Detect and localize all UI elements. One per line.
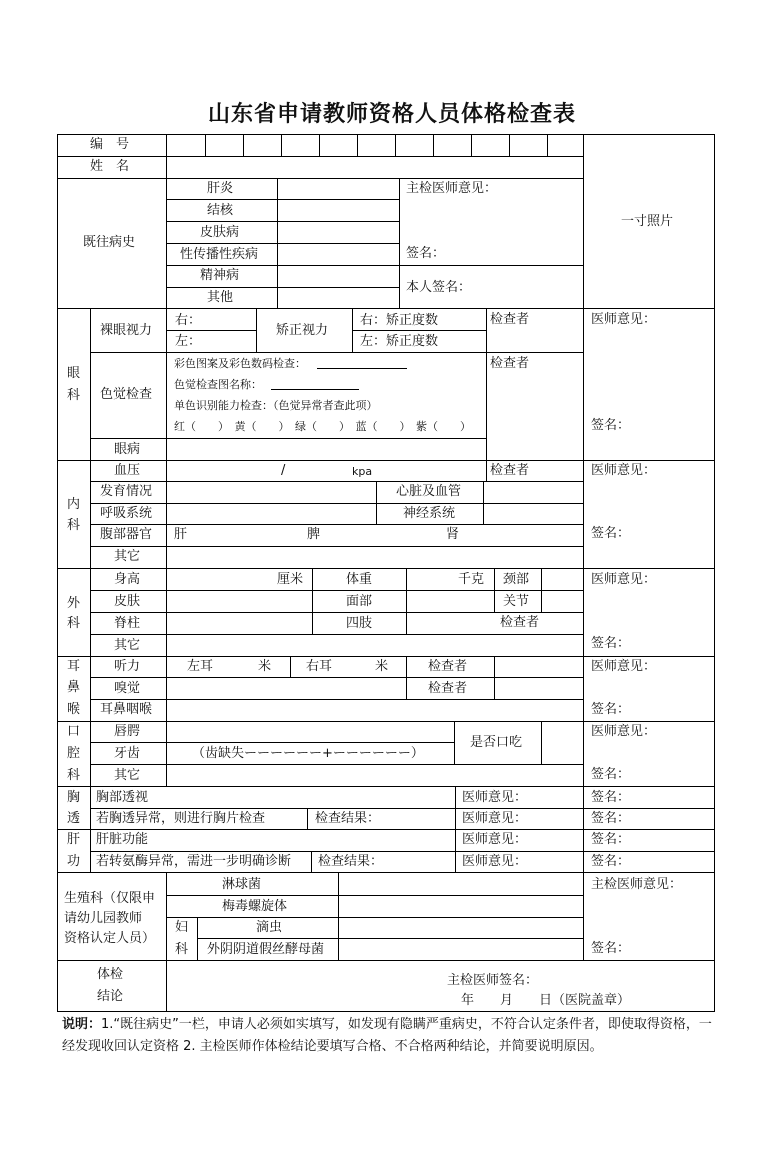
- height-label: 身高: [114, 572, 141, 587]
- internal-section-char: 科: [67, 518, 81, 533]
- teeth-note: （齿缺失ーーーーーー+ーーーーーー）: [192, 746, 424, 761]
- liverfn-doctor-opinion: 医师意见：: [462, 832, 528, 847]
- spleen-label: 脾: [307, 527, 321, 542]
- name-label: 姓 名: [90, 159, 130, 174]
- oral-other-label: 其它: [114, 768, 141, 783]
- limbs-label: 四肢: [346, 616, 373, 631]
- oral-doctor-opinion: 医师意见：: [591, 724, 657, 739]
- gyn-label-char: 妇: [175, 920, 189, 935]
- chest-section-char: 透: [67, 811, 81, 826]
- self-sign: 本人签名：: [406, 280, 472, 295]
- color-examiner-label: 检查者: [490, 356, 530, 371]
- history-item: 肝炎: [207, 181, 234, 196]
- chest-doctor-opinion: 医师意见：: [462, 790, 528, 805]
- repro-item: 滴虫: [256, 920, 283, 935]
- notes: [62, 1014, 722, 1058]
- chest-film-sign: 签名：: [591, 811, 631, 826]
- fill-blank: [317, 368, 407, 369]
- abdomen-label: 腹部器官: [100, 527, 153, 542]
- liverfn-result-label: 检查结果：: [318, 854, 384, 869]
- lip-label: 唇腭: [114, 724, 141, 739]
- conclusion-label-line: 体检: [97, 967, 124, 982]
- fill-blank: [271, 389, 359, 390]
- oral-section-char: 科: [67, 768, 81, 783]
- oral-section-char: 腔: [67, 746, 81, 761]
- page-title: 山东省申请教师资格人员体格检查表: [207, 101, 576, 127]
- internal-section-char: 内: [67, 497, 81, 512]
- surgery-doctor-opinion: 医师意见：: [591, 572, 657, 587]
- meter-unit: 米: [375, 659, 389, 674]
- surgery-sign: 签名：: [591, 636, 631, 651]
- smell-label: 嗅觉: [114, 681, 141, 696]
- face-label: 面部: [346, 594, 373, 609]
- ent-throat-label: 耳鼻咽喉: [100, 702, 153, 717]
- right-ear-label: 右耳: [306, 659, 333, 674]
- neck-label: 颈部: [503, 572, 530, 587]
- internal-doctor-opinion: 医师意见：: [591, 463, 657, 478]
- gyn-label-char: 科: [175, 942, 189, 957]
- left-vision-label: 左：: [175, 334, 202, 349]
- ent-section-char: 耳: [67, 659, 81, 674]
- chest-sign: 签名：: [591, 790, 631, 805]
- right-degree-label: 右：矫正度数: [360, 313, 439, 328]
- liver-function-label: 肝脏功能: [96, 832, 149, 847]
- ent-section-char: 喉: [67, 702, 81, 717]
- history-item: 皮肤病: [200, 225, 240, 240]
- color-vision-label: 色觉检查: [100, 387, 153, 402]
- color-line-2: 色觉检查图名称：: [174, 378, 262, 391]
- liverfn-further-sign: 签名：: [591, 854, 631, 869]
- teeth-label: 牙齿: [114, 746, 141, 761]
- ent-sign: 签名：: [591, 702, 631, 717]
- heart-label: 心脏及血管: [396, 484, 462, 499]
- eye-examiner-label: 检查者: [490, 312, 530, 327]
- internal-examiner-label: 检查者: [490, 463, 530, 478]
- color-line-3: 单色识别能力检查：（色觉异常者查此项）: [174, 399, 378, 412]
- repro-sign: 签名：: [591, 941, 631, 956]
- smell-examiner-label: 检查者: [428, 681, 468, 696]
- height-unit: 厘米: [277, 572, 304, 587]
- repro-section-line: 生殖科（仅限申: [64, 891, 156, 906]
- photo-placeholder: 一寸照片: [621, 214, 674, 229]
- repro-section-line: 资格认定人员）: [64, 931, 156, 946]
- notes-label: 说明：: [62, 1017, 102, 1032]
- weight-label: 体重: [346, 572, 373, 587]
- history-item: 性传播性疾病: [180, 247, 259, 262]
- surgery-other-label: 其它: [114, 638, 141, 653]
- naked-vision-label: 裸眼视力: [100, 323, 153, 338]
- eye-section-char: 科: [67, 388, 81, 403]
- internal-other-label: 其它: [114, 549, 141, 564]
- eye-sign: 签名：: [591, 418, 631, 433]
- number-label: 编 号: [90, 137, 130, 152]
- skin-label: 皮肤: [114, 594, 141, 609]
- chest-film-label: 若胸透异常，则进行胸片检查: [96, 811, 266, 826]
- left-degree-label: 左：矫正度数: [360, 334, 439, 349]
- meter-unit: 米: [258, 659, 272, 674]
- surgery-section-char: 外: [67, 596, 81, 611]
- history-item: 结核: [207, 203, 234, 218]
- weight-unit: 千克: [458, 572, 485, 587]
- liverfn-section-char: 功: [67, 854, 81, 869]
- liver-label: 肝: [174, 527, 188, 542]
- internal-sign: 签名：: [591, 526, 631, 541]
- eye-doctor-opinion: 医师意见：: [591, 312, 657, 327]
- liverfn-sign: 签名：: [591, 832, 631, 847]
- notes-text: 1.“既往病史”一栏，申请人必须如实填写，如发现有隐瞒严重病史，不符合认定条件者，即使取得资格，一经发现收回认定资格 2. 主检医师作体检结论要填写合格、不合格两种结论，并简要说明原因。: [62, 1017, 712, 1054]
- left-ear-label: 左耳: [187, 659, 214, 674]
- hearing-label: 听力: [114, 659, 141, 674]
- oral-section-char: 口: [67, 724, 81, 739]
- spine-label: 脊柱: [114, 616, 141, 631]
- history-item: 其他: [207, 290, 234, 305]
- repro-item: 梅毒螺旋体: [222, 899, 288, 914]
- kidney-label: 肾: [446, 527, 460, 542]
- liverfn-section-char: 肝: [67, 832, 81, 847]
- joint-label: 关节: [503, 594, 530, 609]
- repro-item: 外阴阴道假丝酵母菌: [207, 942, 325, 957]
- chest-film-doctor-opinion: 医师意见：: [462, 811, 528, 826]
- history-section-label: 既往病史: [83, 235, 136, 250]
- history-sign: 签名：: [406, 246, 446, 261]
- eye-disease-label: 眼病: [114, 442, 141, 457]
- bp-unit: kpa: [352, 465, 373, 478]
- color-line-1: 彩色图案及彩色数码检查：: [174, 357, 306, 370]
- liver-further-label: 若转氨酶异常，需进一步明确诊断: [96, 854, 292, 869]
- oral-sign: 签名：: [591, 767, 631, 782]
- nerve-label: 神经系统: [403, 506, 456, 521]
- repro-doctor-opinion: 主检医师意见：: [591, 877, 683, 892]
- stutter-label: 是否口吃: [470, 735, 523, 750]
- respiratory-label: 呼吸系统: [100, 506, 153, 521]
- chest-xray-label: 胸部透视: [96, 790, 149, 805]
- chief-doctor-sign: 主检医师签名：: [447, 973, 539, 988]
- ent-section-char: 鼻: [67, 680, 81, 695]
- ent-doctor-opinion: 医师意见：: [591, 659, 657, 674]
- eye-section-char: 眼: [67, 366, 81, 381]
- right-vision-label: 右：: [175, 313, 202, 328]
- corrected-vision-label: 矫正视力: [276, 323, 329, 338]
- repro-section-line: 请幼儿园教师: [64, 911, 143, 926]
- conclusion-label-line: 结论: [97, 989, 124, 1004]
- development-label: 发育情况: [100, 484, 153, 499]
- liverfn-further-doctor-opinion: 医师意见：: [462, 854, 528, 869]
- surgery-examiner-label: 检查者: [500, 615, 540, 630]
- bp-separator: /: [281, 463, 286, 478]
- bp-label: 血压: [114, 463, 141, 478]
- history-doctor-opinion: 主检医师意见：: [406, 181, 498, 196]
- chest-result-label: 检查结果：: [315, 811, 381, 826]
- color-line-4: 红（ ） 黄（ ） 绿（ ） 蓝（ ） 紫（ ）: [174, 420, 471, 433]
- surgery-section-char: 科: [67, 616, 81, 631]
- repro-item: 淋球菌: [222, 877, 262, 892]
- chest-section-char: 胸: [67, 790, 81, 805]
- conclusion-date: 年 月 日（医院盖章）: [461, 993, 631, 1008]
- history-item: 精神病: [200, 268, 240, 283]
- hearing-examiner-label: 检查者: [428, 659, 468, 674]
